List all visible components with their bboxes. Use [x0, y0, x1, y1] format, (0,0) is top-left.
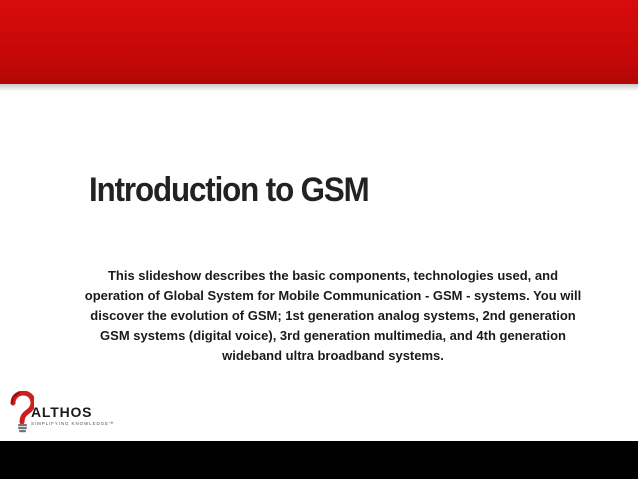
header-band-shadow: [0, 84, 638, 91]
logo-wordmark: ALTHOS: [31, 404, 93, 420]
slide-title: Introduction to GSM: [89, 171, 369, 209]
althos-logo: [8, 391, 128, 435]
logo-tagline: SIMPLIFYING KNOWLEDGE™: [31, 421, 115, 426]
header-band: [0, 0, 638, 84]
slide-body-text: This slideshow describes the basic components, technologies used, and operation of Global System for Mobile Communication - GSM - systems. You will discover the evolution of GSM; 1st generation analog systems, 2nd generation GSM systems (digital voice), 3rd generation multimedia, and 4th generation wideband ultra broadband systems.: [84, 268, 582, 363]
footer-band: [0, 441, 638, 479]
